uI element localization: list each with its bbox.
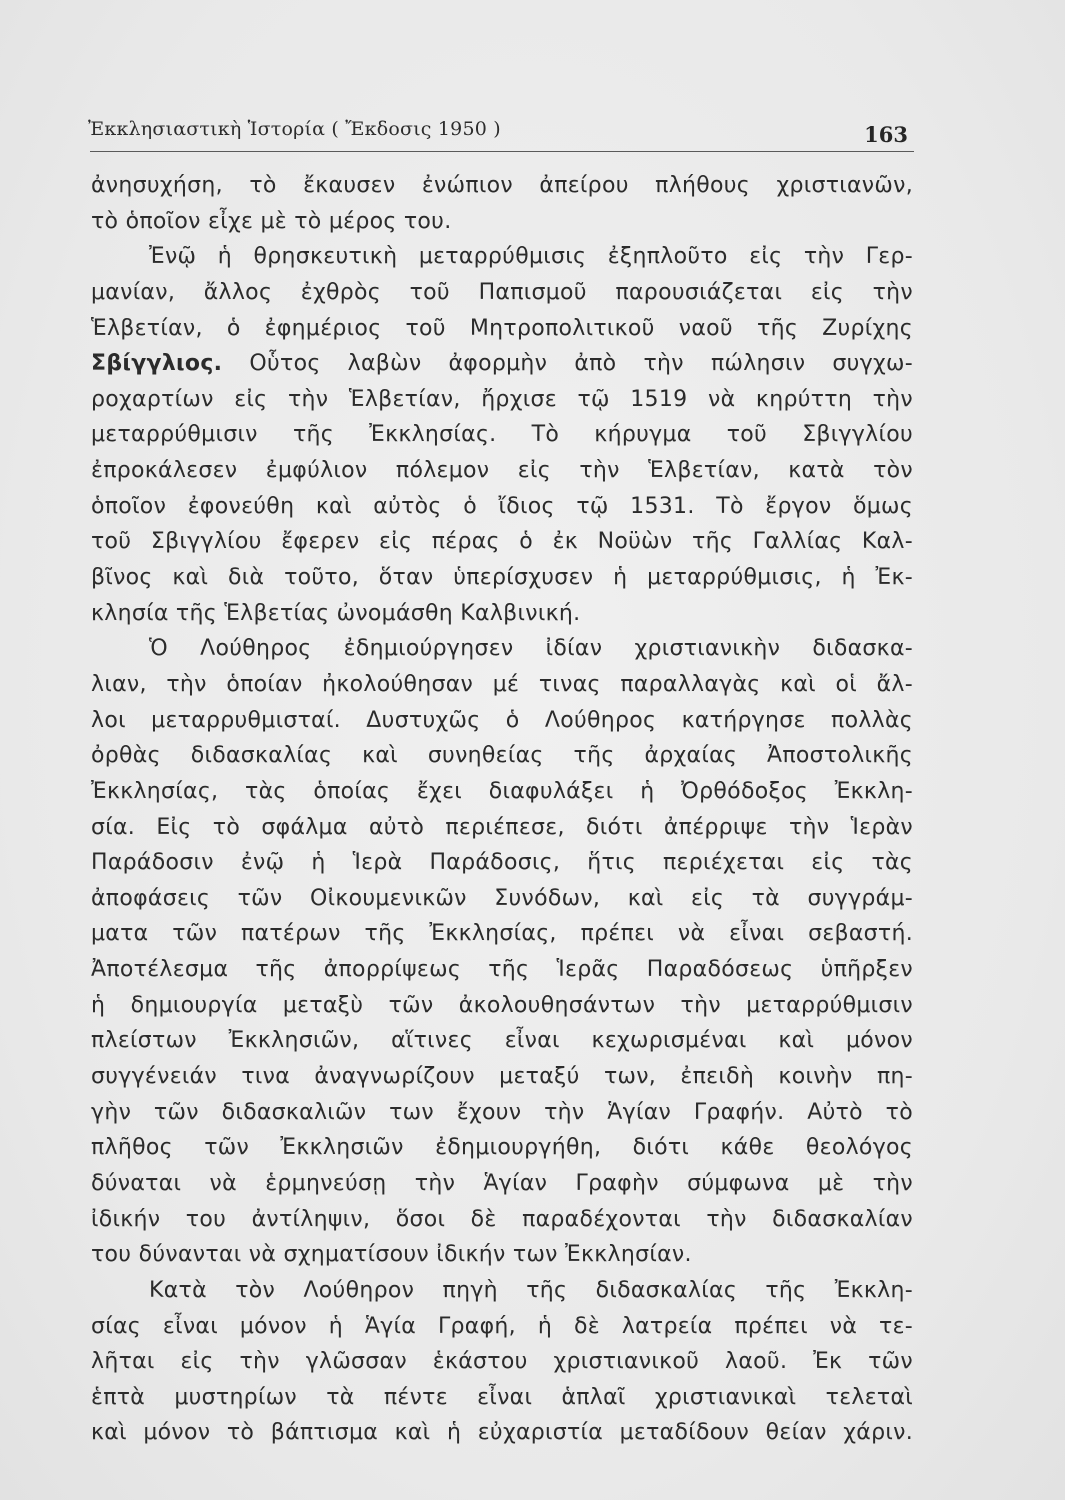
text-line: συγγένειάν τινα ἀναγνωρίζουν μεταξύ των, ἐπειδὴ κοινὴν πη- xyxy=(91,1064,913,1090)
text-line: Ἐκκλησίας, τὰς ὁποίας ἔχει διαφυλάξει ἡ Ὀρθόδοξος Ἐκκλη- xyxy=(91,778,913,804)
text-line: ἑπτὰ μυστηρίων τὰ πέντε εἶναι ἁπλαῖ χριστιανικαὶ τελεταὶ xyxy=(91,1384,913,1410)
text-line: ὀρθὰς διδασκαλίας καὶ συνηθείας τῆς ἀρχαίας Ἀποστολικῆς xyxy=(91,743,913,769)
text-line: καὶ μόνον τὸ βάπτισμα καὶ ἡ εὐχαριστία μεταδίδουν θείαν χάριν. xyxy=(91,1420,913,1446)
page-number: 163 xyxy=(864,122,908,147)
text-line: τὸ ὁποῖον εἶχε μὲ τὸ μέρος του. xyxy=(91,208,452,234)
text-line: ἡ δημιουργία μεταξὺ τῶν ἀκολουθησάντων τὴν μεταρρύθμισιν xyxy=(91,992,913,1018)
body-text xyxy=(91,168,913,1451)
text-line: ἀποφάσεις τῶν Οἰκουμενικῶν Συνόδων, καὶ εἰς τὰ συγγράμ- xyxy=(91,885,913,911)
text-line: λοι μεταρρυθμισταί. Δυστυχῶς ὁ Λούθηρος κατήργησε πολλὰς xyxy=(91,707,913,733)
text-line: βῖνος καὶ διὰ τοῦτο, ὅταν ὑπερίσχυσεν ἡ μεταρρύθμισις, ἡ Ἐκ- xyxy=(91,565,913,591)
text-line: τοῦ Σβιγγλίου ἔφερεν εἰς πέρας ὁ ἐκ Νοϋὼν τῆς Γαλλίας Καλ- xyxy=(91,529,913,555)
text-line: Ἀποτέλεσμα τῆς ἀπορρίψεως τῆς Ἱερᾶς Παραδόσεως ὑπῆρξεν xyxy=(91,957,913,983)
text-line: Ἐνῷ ἡ θρησκευτικὴ μεταρρύθμισις ἐξηπλοῦτο εἰς τὴν Γερ- xyxy=(149,244,913,270)
text-line: του δύνανται νὰ σχηματίσουν ἰδικήν των Ἐκκλησίαν. xyxy=(91,1242,692,1268)
running-head-title: Ἐκκλησιαστικὴ Ἱστορία ( Ἔκδοσις 1950 ) xyxy=(88,118,501,140)
text-line: λῆται εἰς τὴν γλῶσσαν ἑκάστου χριστιανικοῦ λαοῦ. Ἐκ τῶν xyxy=(91,1349,913,1375)
text-line: Κατὰ τὸν Λούθηρον πηγὴ τῆς διδασκαλίας τῆς Ἐκκλη- xyxy=(149,1277,913,1303)
text-line: ἐπροκάλεσεν ἐμφύλιον πόλεμον εἰς τὴν Ἑλβετίαν, κατὰ τὸν xyxy=(91,458,913,484)
text-line: κλησία τῆς Ἑλβετίας ὠνομάσθη Καλβινική. xyxy=(91,600,581,626)
text-line: ἰδικήν του ἀντίληψιν, ὅσοι δὲ παραδέχονται τὴν διδασκαλίαν xyxy=(91,1206,913,1232)
text-line: ἀνησυχήση, τὸ ἔκαυσεν ἐνώπιον ἀπείρου πλήθους χριστιανῶν, xyxy=(91,173,913,198)
text-line-rest: Οὗτος λαβὼν ἀφορμὴν ἀπὸ τὴν πώλησιν συγχω- xyxy=(222,351,913,377)
text-line: Ἑλβετίαν, ὁ ἐφημέριος τοῦ Μητροπολιτικοῦ ναοῦ τῆς Ζυρίχης xyxy=(91,315,913,341)
text-line: σίας εἶναι μόνον ἡ Ἁγία Γραφή, ἡ δὲ λατρεία πρέπει νὰ τε- xyxy=(91,1313,913,1339)
text-line: σία. Εἰς τὸ σφάλμα αὐτὸ περιέπεσε, διότι ἀπέρριψε τὴν Ἱερὰν xyxy=(91,814,913,840)
text-line: ὁποῖον ἐφονεύθη καὶ αὐτὸς ὁ ἴδιος τῷ 1531. Τὸ ἔργον ὅμως xyxy=(91,493,913,519)
text-line: γὴν τῶν διδασκαλιῶν των ἔχουν τὴν Ἁγίαν Γραφήν. Αὐτὸ τὸ xyxy=(91,1099,913,1125)
text-line: ματα τῶν πατέρων τῆς Ἐκκλησίας, πρέπει νὰ εἶναι σεβαστή. xyxy=(91,921,913,947)
text-line: Ὁ Λούθηρος ἐδημιούργησεν ἰδίαν χριστιανικὴν διδασκα- xyxy=(149,636,913,662)
text-line: μεταρρύθμισιν τῆς Ἐκκλησίας. Τὸ κήρυγμα τοῦ Σβιγγλίου xyxy=(91,422,913,448)
text-line: δύναται νὰ ἑρμηνεύσῃ τὴν Ἁγίαν Γραφὴν σύμφωνα μὲ τὴν xyxy=(91,1170,913,1196)
text-line xyxy=(91,346,913,382)
name-emphasis: Σβίγγλιος. xyxy=(91,351,223,377)
header-rule xyxy=(90,151,914,152)
text-line: Παράδοσιν ἐνῷ ἡ Ἱερὰ Παράδοσις, ἥτις περιέχεται εἰς τὰς xyxy=(91,850,913,876)
text-line: ροχαρτίων εἰς τὴν Ἑλβετίαν, ἤρχισε τῷ 1519 νὰ κηρύττη τὴν xyxy=(91,386,913,412)
text-line: πλῆθος τῶν Ἐκκλησιῶν ἐδημιουργήθη, διότι κάθε θεολόγος xyxy=(91,1135,913,1161)
running-head xyxy=(88,118,914,154)
text-line: μανίαν, ἄλλος ἐχθρὸς τοῦ Παπισμοῦ παρουσιάζεται εἰς τὴν xyxy=(91,279,913,305)
text-line: λιαν, τὴν ὁποίαν ἠκολούθησαν μέ τινας παραλλαγὰς καὶ οἱ ἄλ- xyxy=(91,671,913,697)
text-line: πλείστων Ἐκκλησιῶν, αἵτινες εἶναι κεχωρισμέναι καὶ μόνον xyxy=(91,1028,913,1054)
